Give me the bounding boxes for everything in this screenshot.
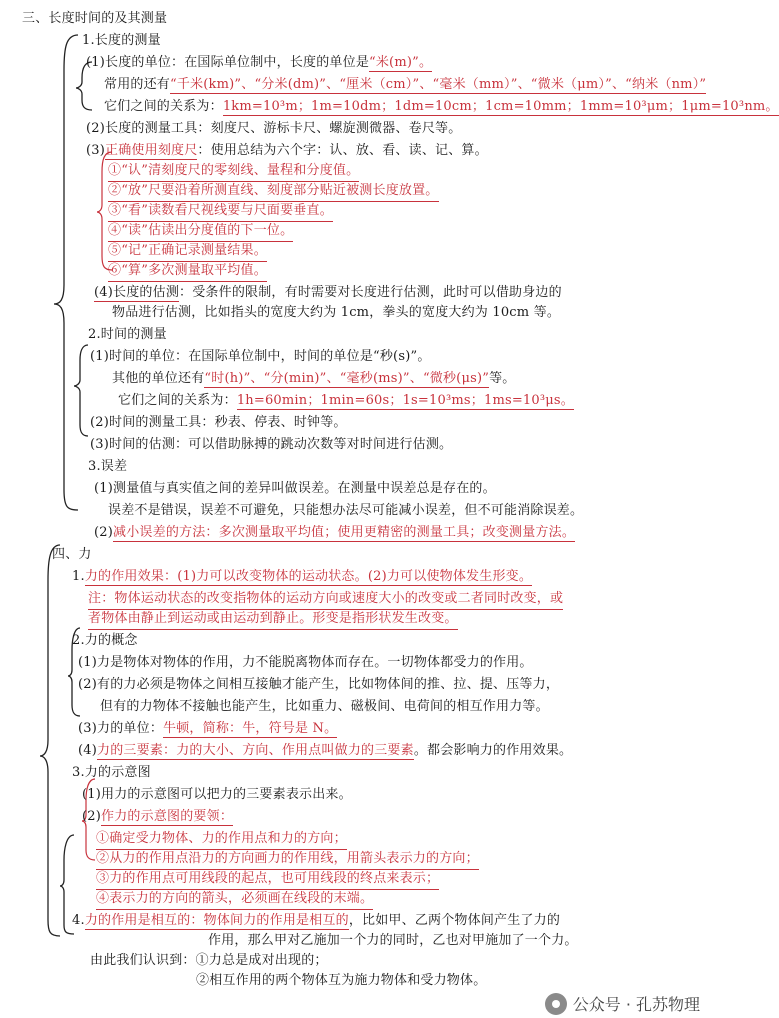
time-other-units-highlight: “时(h)”、“分(min)”、“毫秒(ms)”、“微秒(μs)” bbox=[204, 371, 490, 386]
time-other-units-end: 等。 bbox=[489, 371, 516, 386]
ruler-usage-text: ：使用总结为六个字：认、放、看、读、记、算。 bbox=[197, 143, 488, 158]
force-mutual-conclusion-2: ②相互作用的两个物体互为施力物体和受力物体。 bbox=[196, 973, 487, 988]
ruler-step-2: ②“放”尺要沿着所测直线、刻度部分贴近被测长度放置。 bbox=[108, 182, 439, 202]
common-units-highlight: “千米(km)”、“分米(dm)”、“厘米（cm）”、“毫米（mm）”、“微米（μm）”、“纳米（nm）” bbox=[170, 77, 707, 92]
time-estimate: (3)时间的估测：可以借助脉搏的跳动次数等对时间进行估测。 bbox=[90, 437, 453, 452]
force-mutual-cont: 作用，那么甲对乙施加一个力的同时，乙也对甲施加了一个力。 bbox=[208, 933, 578, 948]
force-effect-num: 1. bbox=[72, 569, 85, 584]
force-concept-1: (1)力是物体对物体的作用，力不能脱离物体而存在。一切物体都受力的作用。 bbox=[78, 655, 533, 670]
length-unit-text: (1)长度的单位：在国际单位制中，长度的单位是 bbox=[86, 55, 370, 70]
length-estimate-example: 物品进行估测，比如指头的宽度大约为 1cm，拳头的宽度大约为 10cm 等。 bbox=[112, 305, 561, 320]
common-units-text: 常用的还有 bbox=[104, 77, 171, 92]
force-diagram-step-1: ①确定受力物体、力的作用点和力的方向； bbox=[96, 830, 347, 850]
subheading-time: 2.时间的测量 bbox=[88, 327, 167, 342]
length-relation-line bbox=[104, 98, 779, 116]
subheading-length: 1.长度的测量 bbox=[82, 33, 161, 48]
force-effect-highlight: 力的作用效果：(1)力可以改变物体的运动状态。(2)力可以使物体发生形变。 bbox=[84, 569, 533, 584]
force-diagram-step-2: ②从力的作用点沿力的方向画力的作用线，用箭头表示力的方向； bbox=[96, 850, 479, 870]
force-elements-text: 。都会影响力的作用效果。 bbox=[413, 743, 573, 758]
time-relation-highlight: 1h=60min；1min=60s；1s=10³ms；1ms=10³μs。 bbox=[236, 393, 575, 408]
error-note: 误差不是错误，误差不可避免，只能想办法尽可能减小误差，但不可能消除误差。 bbox=[108, 503, 584, 518]
force-concept-2-cont: 但有的力物体不接触也能产生，比如重力、磁极间、电荷间的相互作用力等。 bbox=[100, 699, 549, 714]
subheading-force-diagram: 3.力的示意图 bbox=[72, 765, 151, 780]
force-mutual-highlight: 力的作用是相互的：物体间力的作用是相互的 bbox=[84, 913, 349, 928]
force-diagram-1: (1)用力的示意图可以把力的三要素表示出来。 bbox=[82, 787, 352, 802]
force-diagram-2-highlight: 作力的示意图的要领： bbox=[101, 809, 234, 824]
ruler-step-1: ①“认”清刻度尺的零刻线、量程和分度值。 bbox=[108, 162, 359, 182]
watermark-text: 公众号 · 孔苏物理 bbox=[572, 995, 700, 1014]
force-diagram-2-line bbox=[82, 808, 233, 826]
force-mutual-num: 4. bbox=[72, 913, 85, 928]
force-concept-2: (2)有的力必须是物体之间相互接触才能产生，比如物体间的推、拉、提、压等力， bbox=[78, 677, 560, 692]
ruler-usage-highlight: 正确使用刻度尺 bbox=[105, 143, 198, 158]
error-reduce-line bbox=[94, 524, 575, 542]
force-diagram-step-4: ④表示力的方向的箭头，必须画在线段的末端。 bbox=[96, 890, 373, 910]
error-reduce-num: (2) bbox=[94, 525, 114, 540]
force-elements-highlight: 力的三要素：力的大小、方向、作用点叫做力的三要素 bbox=[97, 743, 414, 758]
time-other-units-line bbox=[112, 370, 516, 388]
force-effect-line bbox=[72, 568, 532, 586]
force-effect-note-2: 者物体由静止到运动或由运动到静止。形变是指形状发生改变。 bbox=[88, 610, 458, 630]
force-elements-line bbox=[78, 742, 572, 760]
force-unit-line bbox=[78, 720, 337, 738]
force-mutual-conclusion-1: 由此我们认识到：①力总是成对出现的； bbox=[90, 953, 328, 968]
force-elements-num: (4) bbox=[78, 743, 98, 758]
force-diagram-2-num: (2) bbox=[82, 809, 102, 824]
subheading-force-concept: 2.力的概念 bbox=[72, 633, 138, 648]
time-relation-text: 它们之间的关系为： bbox=[118, 393, 237, 408]
section-4-title: 四、力 bbox=[52, 547, 92, 562]
ruler-step-6: ⑥“算”多次测量取平均值。 bbox=[108, 262, 267, 282]
bracket-time bbox=[74, 345, 88, 436]
ruler-usage-line bbox=[86, 142, 488, 160]
bracket-sec3 bbox=[54, 35, 78, 510]
ruler-step-5: ⑤“记”正确记录测量结果。 bbox=[108, 242, 267, 262]
length-estimate-line bbox=[94, 284, 562, 302]
ruler-step-4: ④“读”估读出分度值的下一位。 bbox=[108, 222, 293, 242]
length-relation-highlight: 1km=10³m；1m=10dm；1dm=10cm；1cm=10mm；1mm=10³μm；1μm=10³nm。 bbox=[222, 99, 779, 114]
force-mutual-line bbox=[72, 912, 560, 930]
section-3-title: 三、长度时间的及其测量 bbox=[22, 11, 168, 26]
length-estimate-text: ：受条件的限制，有时需要对长度进行估测，此时可以借助身边的 bbox=[179, 285, 562, 300]
time-relation-line bbox=[118, 392, 574, 410]
time-other-units-text: 其他的单位还有 bbox=[112, 371, 205, 386]
time-unit: (1)时间的单位：在国际单位制中，时间的单位是“秒(s)”。 bbox=[90, 349, 431, 364]
ruler-step-3: ③“看”读数看尺视线要与尺面要垂直。 bbox=[108, 202, 333, 222]
length-estimate-label: (4)长度的估测 bbox=[94, 285, 180, 300]
length-tools: (2)长度的测量工具：刻度尺、游标卡尺、螺旋测微器、卷尺等。 bbox=[86, 121, 462, 136]
bracket-sec4 bbox=[40, 545, 60, 936]
force-unit-text: (3)力的单位： bbox=[78, 721, 164, 736]
time-tools: (2)时间的测量工具：秒表、停表、时钟等。 bbox=[90, 415, 347, 430]
force-unit-highlight: 牛顿，简称：牛，符号是 N。 bbox=[163, 721, 338, 736]
force-effect-note-1: 注：物体运动状态的改变指物体的运动方向或速度大小的改变或二者同时改变，或 bbox=[88, 590, 563, 610]
wechat-icon bbox=[545, 993, 567, 1015]
error-reduce-highlight: 减小误差的方法：多次测量取平均值；使用更精密的测量工具；改变测量方法。 bbox=[113, 525, 576, 540]
force-mutual-text: ，比如甲、乙两个物体间产生了力的 bbox=[348, 913, 561, 928]
length-unit-line bbox=[86, 54, 432, 72]
subheading-error: 3.误差 bbox=[88, 459, 128, 474]
common-units-line bbox=[104, 76, 706, 94]
ruler-usage-num: (3) bbox=[86, 143, 106, 158]
error-definition: (1)测量值与真实值之间的差异叫做误差。在测量中误差总是存在的。 bbox=[94, 481, 496, 496]
length-unit-highlight: “米(m)”。 bbox=[369, 55, 433, 70]
watermark bbox=[545, 992, 700, 1015]
force-diagram-step-3: ③力的作用点可用线段的起点，也可用线段的终点来表示； bbox=[96, 870, 439, 890]
length-relation-text: 它们之间的关系为： bbox=[104, 99, 223, 114]
